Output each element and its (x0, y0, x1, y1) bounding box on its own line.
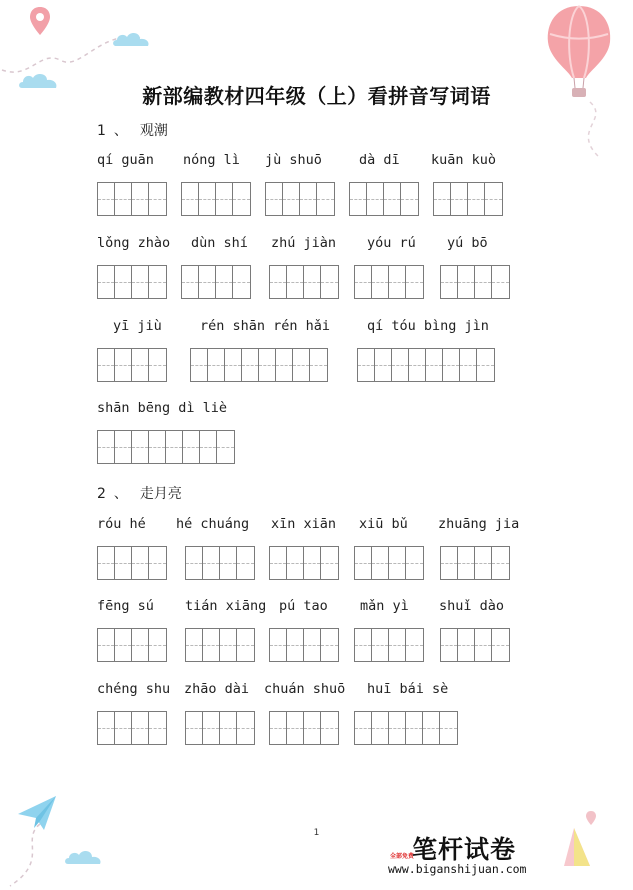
section-separator: 、 (113, 486, 128, 502)
section-title: 走月亮 (139, 486, 182, 502)
pinyin-prompt: lǒng zhào (97, 235, 171, 251)
writing-cell[interactable] (115, 712, 132, 744)
writing-cell[interactable] (355, 629, 372, 661)
writing-grid[interactable] (97, 711, 167, 745)
page-title: 新部编教材四年级（上）看拼音写词语 (142, 84, 491, 108)
pinyin-prompt: xīn xiān (271, 516, 337, 532)
writing-cell[interactable] (389, 629, 406, 661)
writing-cell[interactable] (372, 547, 389, 579)
writing-cell[interactable] (304, 629, 321, 661)
writing-cell[interactable] (203, 629, 220, 661)
writing-cell[interactable] (186, 712, 203, 744)
writing-cell[interactable] (287, 547, 304, 579)
writing-cell[interactable] (350, 183, 367, 215)
writing-grid[interactable] (354, 711, 458, 745)
pinyin-prompt: hé chuáng (176, 516, 250, 532)
writing-cell[interactable] (182, 266, 199, 298)
writing-cell[interactable] (166, 431, 183, 463)
writing-cell[interactable] (132, 547, 149, 579)
writing-cell[interactable] (475, 629, 492, 661)
writing-grid[interactable] (97, 628, 167, 662)
writing-grid[interactable] (440, 546, 510, 580)
writing-grid[interactable] (185, 711, 255, 745)
writing-cell[interactable] (492, 547, 509, 579)
writing-cell[interactable] (355, 712, 372, 744)
writing-cell[interactable] (149, 431, 166, 463)
pinyin-prompt: shān bēng dì liè (97, 400, 228, 416)
writing-cell[interactable] (460, 349, 477, 381)
pinyin-prompt: yóu rú (367, 235, 416, 251)
writing-grid[interactable] (269, 265, 339, 299)
pinyin-prompt: zhāo dài (184, 681, 250, 697)
writing-cell[interactable] (115, 431, 132, 463)
writing-cell[interactable] (441, 629, 458, 661)
writing-cell[interactable] (475, 547, 492, 579)
writing-cell[interactable] (270, 629, 287, 661)
writing-cell[interactable] (426, 349, 443, 381)
writing-cell[interactable] (149, 547, 166, 579)
section-heading (97, 483, 182, 503)
writing-grid[interactable] (440, 265, 510, 299)
writing-cell[interactable] (409, 349, 426, 381)
writing-cell[interactable] (98, 266, 115, 298)
writing-cell[interactable] (132, 183, 149, 215)
pinyin-prompt: huī bái sè (367, 681, 449, 697)
writing-grid[interactable] (185, 628, 255, 662)
writing-cell[interactable] (276, 349, 293, 381)
writing-cell[interactable] (389, 547, 406, 579)
writing-cell[interactable] (321, 629, 338, 661)
writing-cell[interactable] (389, 266, 406, 298)
writing-cell[interactable] (132, 712, 149, 744)
writing-grid[interactable] (97, 348, 167, 382)
pinyin-prompt: kuān kuò (431, 152, 497, 168)
writing-grid[interactable] (433, 182, 503, 216)
writing-cell[interactable] (149, 712, 166, 744)
pinyin-prompt: tián xiāng (185, 598, 267, 614)
writing-cell[interactable] (358, 349, 375, 381)
writing-cell[interactable] (225, 349, 242, 381)
writing-cell[interactable] (217, 431, 234, 463)
writing-grid[interactable] (269, 711, 339, 745)
writing-cell[interactable] (237, 629, 254, 661)
writing-cell[interactable] (132, 431, 149, 463)
writing-cell[interactable] (186, 547, 203, 579)
writing-grid[interactable] (269, 546, 339, 580)
pinyin-prompt: xiū bǔ (359, 516, 408, 532)
writing-grid[interactable] (181, 265, 251, 299)
writing-cell[interactable] (458, 266, 475, 298)
writing-cell[interactable] (115, 349, 132, 381)
writing-cell[interactable] (132, 629, 149, 661)
writing-cell[interactable] (220, 629, 237, 661)
page-number: 1 (313, 828, 320, 838)
writing-cell[interactable] (287, 266, 304, 298)
writing-cell[interactable] (98, 349, 115, 381)
writing-cell[interactable] (132, 266, 149, 298)
writing-cell[interactable] (115, 266, 132, 298)
writing-grid[interactable] (97, 546, 167, 580)
writing-cell[interactable] (98, 431, 115, 463)
writing-cell[interactable] (321, 547, 338, 579)
pinyin-prompt: dùn shí (191, 235, 248, 251)
writing-cell[interactable] (270, 712, 287, 744)
writing-grid[interactable] (97, 430, 235, 464)
map-pin-icon (585, 810, 597, 826)
writing-cell[interactable] (384, 183, 401, 215)
writing-grid[interactable] (349, 182, 419, 216)
writing-cell[interactable] (182, 183, 199, 215)
writing-grid[interactable] (265, 182, 335, 216)
writing-grid[interactable] (185, 546, 255, 580)
writing-cell[interactable] (492, 266, 509, 298)
writing-cell[interactable] (492, 629, 509, 661)
pinyin-prompt: fēng sú (97, 598, 154, 614)
writing-cell[interactable] (477, 349, 494, 381)
writing-cell[interactable] (220, 712, 237, 744)
writing-grid[interactable] (354, 265, 424, 299)
writing-cell[interactable] (451, 183, 468, 215)
writing-cell[interactable] (406, 266, 423, 298)
brand-logo: 笔杆试卷 (412, 835, 517, 864)
writing-cell[interactable] (283, 183, 300, 215)
writing-cell[interactable] (98, 183, 115, 215)
writing-cell[interactable] (237, 547, 254, 579)
writing-cell[interactable] (220, 547, 237, 579)
writing-cell[interactable] (98, 712, 115, 744)
pinyin-prompt: yú bō (447, 235, 488, 251)
cloud-icon (64, 848, 104, 866)
section-separator: 、 (113, 123, 128, 139)
writing-cell[interactable] (216, 266, 233, 298)
pinyin-prompt: yī jiù (113, 318, 162, 334)
writing-cell[interactable] (183, 431, 200, 463)
pinyin-prompt: zhuāng jia (438, 516, 520, 532)
writing-cell[interactable] (233, 266, 250, 298)
writing-cell[interactable] (485, 183, 502, 215)
writing-cell[interactable] (259, 349, 276, 381)
writing-cell[interactable] (242, 349, 259, 381)
pinyin-prompt: mǎn yì (360, 598, 409, 614)
writing-cell[interactable] (293, 349, 310, 381)
writing-cell[interactable] (475, 266, 492, 298)
writing-grid[interactable] (269, 628, 339, 662)
writing-cell[interactable] (115, 629, 132, 661)
writing-cell[interactable] (458, 547, 475, 579)
writing-cell[interactable] (149, 266, 166, 298)
writing-cell[interactable] (406, 712, 423, 744)
writing-grid[interactable] (190, 348, 328, 382)
writing-cell[interactable] (321, 266, 338, 298)
writing-cell[interactable] (199, 266, 216, 298)
writing-cell[interactable] (304, 547, 321, 579)
writing-cell[interactable] (310, 349, 327, 381)
section-title: 观潮 (139, 123, 168, 139)
writing-cell[interactable] (233, 183, 250, 215)
writing-cell[interactable] (367, 183, 384, 215)
writing-cell[interactable] (355, 266, 372, 298)
pinyin-prompt: jù shuō (265, 152, 322, 168)
writing-grid[interactable] (97, 265, 167, 299)
writing-grid[interactable] (440, 628, 510, 662)
writing-cell[interactable] (186, 629, 203, 661)
dashed-path-decoration (560, 100, 630, 160)
writing-cell[interactable] (115, 183, 132, 215)
writing-grid[interactable] (357, 348, 495, 382)
writing-cell[interactable] (149, 349, 166, 381)
writing-cell[interactable] (208, 349, 225, 381)
writing-cell[interactable] (149, 629, 166, 661)
writing-cell[interactable] (434, 183, 451, 215)
writing-cell[interactable] (443, 349, 460, 381)
cloud-icon (112, 30, 152, 48)
writing-cell[interactable] (317, 183, 334, 215)
pinyin-prompt: chuán shuō (264, 681, 346, 697)
pinyin-prompt: qí tóu bìng jìn (367, 318, 489, 334)
writing-cell[interactable] (132, 349, 149, 381)
writing-grid[interactable] (181, 182, 251, 216)
writing-cell[interactable] (389, 712, 406, 744)
brand-tag: 全部免费 (390, 853, 415, 860)
pinyin-prompt: dà dī (359, 152, 400, 168)
brand-url: www.biganshijuan.com (388, 862, 527, 876)
writing-cell[interactable] (200, 431, 217, 463)
pinyin-prompt: zhú jiàn (271, 235, 337, 251)
writing-cell[interactable] (441, 266, 458, 298)
pinyin-prompt: pú tao (279, 598, 328, 614)
writing-cell[interactable] (406, 547, 423, 579)
writing-cell[interactable] (266, 183, 283, 215)
pinyin-prompt: chéng shu (97, 681, 171, 697)
writing-cell[interactable] (372, 629, 389, 661)
writing-cell[interactable] (468, 183, 485, 215)
writing-cell[interactable] (98, 629, 115, 661)
writing-cell[interactable] (423, 712, 440, 744)
writing-cell[interactable] (115, 547, 132, 579)
writing-cell[interactable] (375, 349, 392, 381)
writing-cell[interactable] (98, 547, 115, 579)
writing-cell[interactable] (372, 712, 389, 744)
section-heading (97, 120, 168, 140)
writing-cell[interactable] (287, 712, 304, 744)
writing-cell[interactable] (372, 266, 389, 298)
writing-cell[interactable] (458, 629, 475, 661)
writing-cell[interactable] (300, 183, 317, 215)
writing-cell[interactable] (203, 547, 220, 579)
writing-cell[interactable] (392, 349, 409, 381)
writing-cell[interactable] (287, 629, 304, 661)
writing-cell[interactable] (355, 547, 372, 579)
writing-cell[interactable] (191, 349, 208, 381)
writing-grid[interactable] (354, 628, 424, 662)
pinyin-prompt: shuǐ dào (439, 598, 505, 614)
section-number: 2 (97, 486, 106, 502)
writing-cell[interactable] (321, 712, 338, 744)
writing-cell[interactable] (304, 266, 321, 298)
writing-cell[interactable] (237, 712, 254, 744)
writing-cell[interactable] (304, 712, 321, 744)
writing-cell[interactable] (401, 183, 418, 215)
writing-cell[interactable] (216, 183, 233, 215)
section-number: 1 (97, 123, 106, 139)
writing-cell[interactable] (270, 266, 287, 298)
writing-cell[interactable] (270, 547, 287, 579)
pinyin-prompt: qí guān (97, 152, 154, 168)
pinyin-prompt: róu hé (97, 516, 146, 532)
writing-cell[interactable] (199, 183, 216, 215)
pinyin-prompt: nóng lì (183, 152, 240, 168)
writing-grid[interactable] (97, 182, 167, 216)
writing-cell[interactable] (406, 629, 423, 661)
writing-cell[interactable] (440, 712, 457, 744)
pinyin-prompt: rén shān rén hǎi (200, 318, 331, 334)
writing-cell[interactable] (441, 547, 458, 579)
writing-cell[interactable] (203, 712, 220, 744)
writing-grid[interactable] (354, 546, 424, 580)
writing-cell[interactable] (149, 183, 166, 215)
